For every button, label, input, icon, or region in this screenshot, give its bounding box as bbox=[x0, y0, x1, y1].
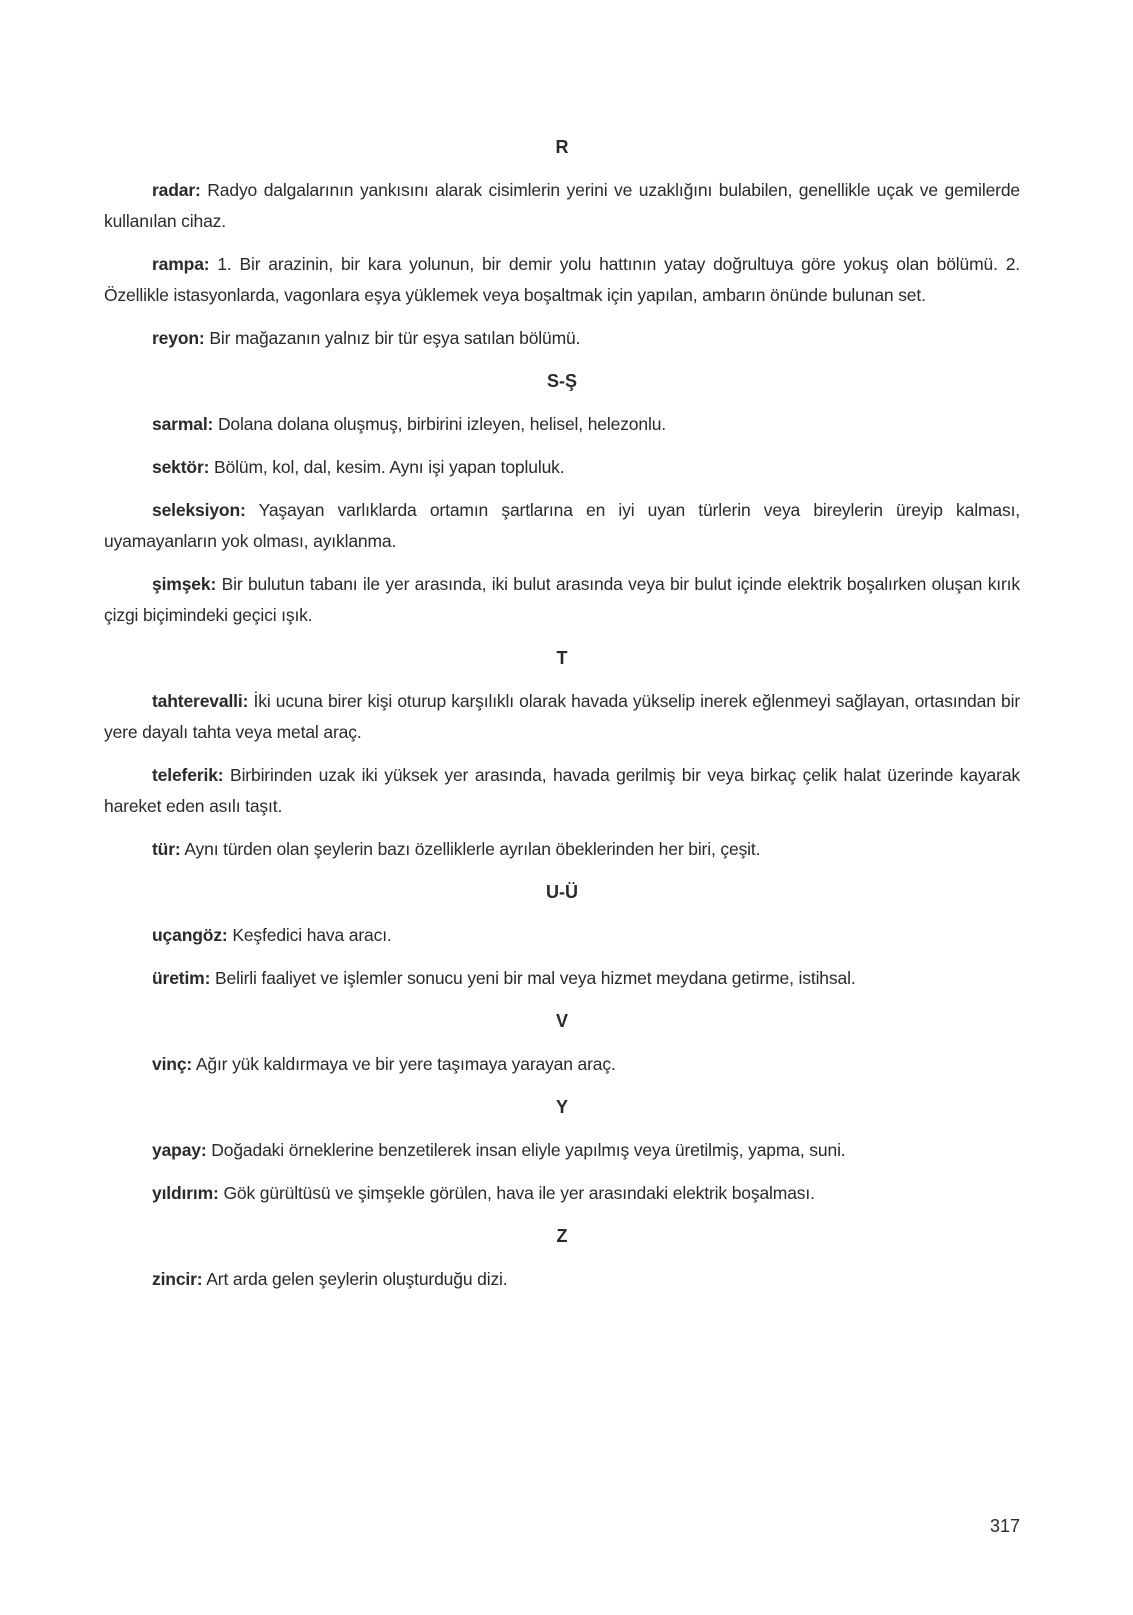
glossary-content bbox=[104, 120, 1020, 1307]
glossary-entry bbox=[104, 1178, 1020, 1209]
term: teleferik: bbox=[152, 765, 224, 785]
section-heading: R bbox=[555, 137, 569, 157]
glossary-section bbox=[104, 1006, 1020, 1080]
glossary-entry bbox=[104, 409, 1020, 440]
glossary-entry bbox=[104, 1135, 1020, 1166]
definition: Ağır yük kaldırmaya ve bir yere taşımaya yarayan araç. bbox=[195, 1054, 616, 1074]
term: seleksiyon: bbox=[152, 500, 246, 520]
section-heading: Z bbox=[556, 1226, 568, 1246]
definition: 1. Bir arazinin, bir kara yolunun, bir demir yolu hattının yatay doğrultuya göre yokuş olan bölümü. 2. Özellikle istasyonlarda, vagonlara eşya yüklemek veya boşaltmak için yapılan, ambarın önünde bulunan set. bbox=[104, 254, 1020, 305]
section-heading: S-Ş bbox=[546, 371, 577, 391]
glossary-entry bbox=[104, 175, 1020, 237]
glossary-section bbox=[104, 132, 1020, 354]
definition: Gök gürültüsü ve şimşekle görülen, hava ile yer arasındaki elektrik boşalması. bbox=[223, 1183, 815, 1203]
definition: Dolana dolana oluşmuş, birbirini izleyen, helisel, helezonlu. bbox=[217, 414, 666, 434]
glossary-entry bbox=[104, 834, 1020, 865]
glossary-entry bbox=[104, 1049, 1020, 1080]
glossary-entry bbox=[104, 963, 1020, 994]
section-heading: V bbox=[555, 1011, 568, 1031]
definition: Bölüm, kol, dal, kesim. Aynı işi yapan topluluk. bbox=[214, 457, 565, 477]
glossary-entry bbox=[104, 452, 1020, 483]
section-heading: Y bbox=[555, 1097, 568, 1117]
page-number: 317 bbox=[989, 1516, 1020, 1536]
glossary-entry bbox=[104, 686, 1020, 748]
glossary-section bbox=[104, 643, 1020, 865]
glossary-entry bbox=[104, 920, 1020, 951]
glossary-entry bbox=[104, 1264, 1020, 1295]
term: uçangöz: bbox=[152, 925, 228, 945]
term: üretim: bbox=[152, 968, 211, 988]
definition: Keşfedici hava aracı. bbox=[232, 925, 392, 945]
term: reyon: bbox=[152, 328, 205, 348]
term: rampa: bbox=[152, 254, 210, 274]
glossary-entry bbox=[104, 495, 1020, 557]
glossary-section bbox=[104, 877, 1020, 994]
definition: Bir mağazanın yalnız bir tür eşya satılan bölümü. bbox=[209, 328, 581, 348]
section-heading: U-Ü bbox=[546, 882, 578, 902]
glossary-section bbox=[104, 1221, 1020, 1295]
term: zincir: bbox=[152, 1269, 203, 1289]
term: tür: bbox=[152, 839, 181, 859]
definition: Aynı türden olan şeylerin bazı özelliklerle ayrılan öbeklerinden her biri, çeşit. bbox=[184, 839, 761, 859]
term: sarmal: bbox=[152, 414, 214, 434]
section-heading: T bbox=[556, 648, 568, 668]
glossary-entry bbox=[104, 249, 1020, 311]
definition: Radyo dalgalarının yankısını alarak cisimlerin yerini ve uzaklığını bulabilen, genellikle uçak ve gemilerde kullanılan cihaz. bbox=[104, 180, 1020, 231]
term: yapay: bbox=[152, 1140, 207, 1160]
definition: Doğadaki örneklerine benzetilerek insan eliyle yapılmış veya üretilmiş, yapma, suni. bbox=[211, 1140, 846, 1160]
definition: Belirli faaliyet ve işlemler sonucu yeni bir mal veya hizmet meydana getirme, istihsal. bbox=[214, 968, 856, 988]
term: şimşek: bbox=[152, 574, 217, 594]
glossary-section bbox=[104, 1092, 1020, 1209]
definition: Bir bulutun tabanı ile yer arasında, iki bulut arasında veya bir bulut içinde elektrik boşalırken oluşan kırık çizgi biçimindeki geçici ışık. bbox=[104, 574, 1020, 625]
term: radar: bbox=[152, 180, 201, 200]
term: tahterevalli: bbox=[152, 691, 249, 711]
definition: Birbirinden uzak iki yüksek yer arasında, havada gerilmiş bir veya birkaç çelik halat üzerinde kayarak hareket eden asılı taşıt. bbox=[104, 765, 1021, 816]
glossary-section bbox=[104, 366, 1020, 631]
term: vinç: bbox=[152, 1054, 193, 1074]
definition: Art arda gelen şeylerin oluşturduğu dizi. bbox=[206, 1269, 508, 1289]
glossary-entry bbox=[104, 323, 1020, 354]
term: yıldırım: bbox=[152, 1183, 219, 1203]
glossary-entry bbox=[104, 569, 1020, 631]
definition: İki ucuna birer kişi oturup karşılıklı olarak havada yükselip inerek eğlenmeyi sağlayan, ortasından bir yere dayalı tahta veya metal araç. bbox=[104, 691, 1020, 742]
glossary-entry bbox=[104, 760, 1020, 822]
definition: Yaşayan varlıklarda ortamın şartlarına en iyi uyan türlerin veya bireylerin üreyip kalması, uyamayanların yok olması, ayıklanma. bbox=[104, 500, 1020, 551]
term: sektör: bbox=[152, 457, 210, 477]
